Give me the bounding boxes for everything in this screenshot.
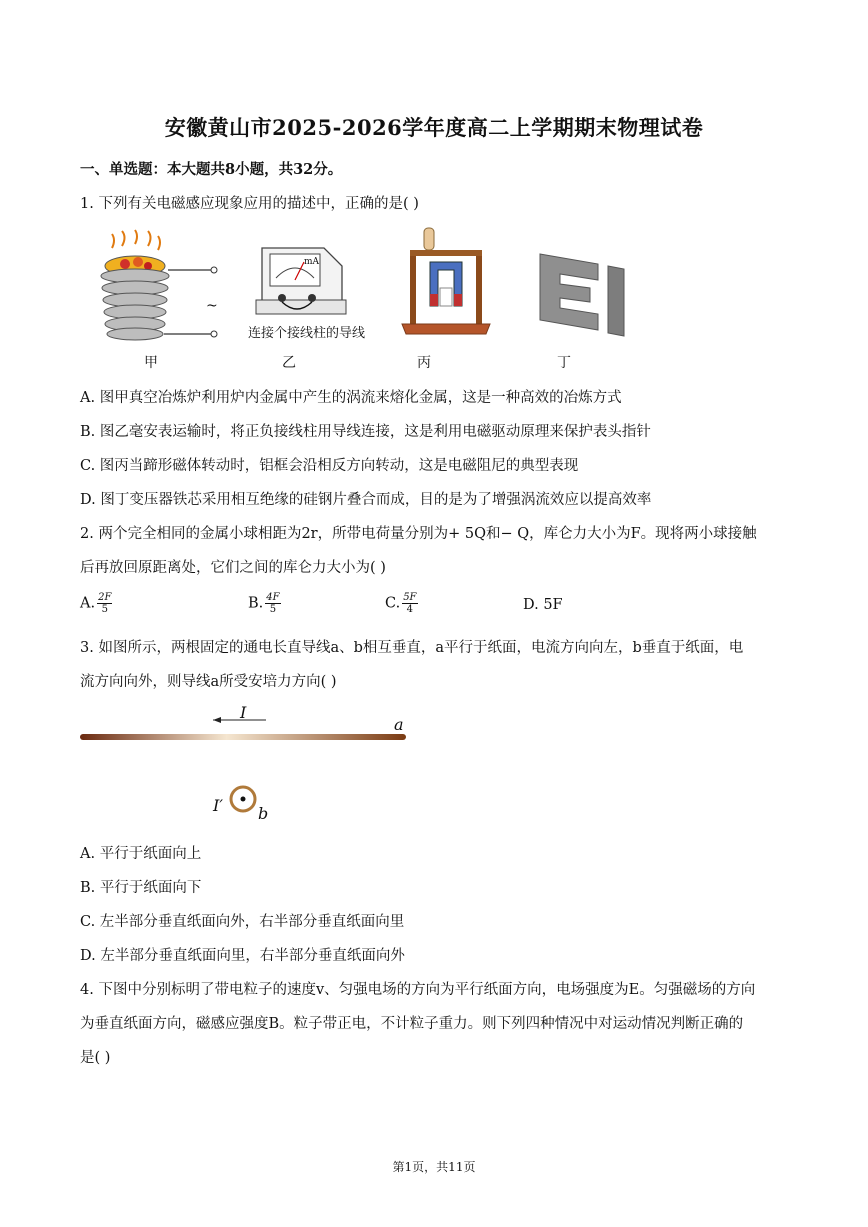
page-title: 安徽黄山市2025-2026学年度高二上学期期末物理试卷	[164, 115, 704, 140]
q2-option-a-prefix: A.	[80, 595, 96, 612]
q2-option-a	[80, 592, 112, 615]
q2-option-b-denominator: 5	[269, 604, 277, 615]
figure-jia-ac-symbol: ~	[206, 298, 218, 314]
q2-option-c-denominator: 4	[406, 604, 414, 615]
q1-option-b: B. 图乙毫安表运输时，将正负接线柱用导线连接，这是利用电磁驱动原理来保护表头指针	[80, 424, 651, 440]
figure-label-bing: 丙	[417, 355, 431, 371]
figure-jia-furnace	[90, 238, 230, 343]
question-4-line2: 为垂直纸面方向，磁感应强度B。粒子带正电，不计粒子重力。则下列四种情况中对运动情况判断正确的	[80, 1016, 744, 1032]
q3-current-b-label: I′	[213, 796, 223, 815]
meter-unit-label: mA	[304, 257, 320, 267]
question-1-stem: 1. 下列有关电磁感应现象应用的描述中，正确的是( )	[80, 196, 419, 212]
q2-option-c	[385, 592, 418, 615]
figure-yi-caption: 连接个接线柱的导线	[248, 326, 366, 341]
q1-option-d: D. 图丁变压器铁芯采用相互绝缘的硅钢片叠合而成，目的是为了增强涡流效应以提高效率	[80, 492, 652, 508]
q1-option-c: C. 图丙当蹄形磁体转动时，铝框会沿相反方向转动，这是电磁阻尼的典型表现	[80, 458, 579, 474]
q3-option-c: C. 左半部分垂直纸面向外，右半部分垂直纸面向里	[80, 914, 405, 930]
page-footer: 第1页，共11页	[392, 1160, 476, 1174]
q1-option-a: A. 图甲真空冶炼炉利用炉内金属中产生的涡流来熔化金属，这是一种高效的冶炼方式	[80, 390, 622, 406]
q2-option-c-prefix: C.	[385, 595, 401, 612]
q3-current-a-label: I	[240, 703, 247, 722]
q2-option-b	[248, 592, 281, 615]
question-4-line3: 是( )	[80, 1050, 111, 1066]
figure-bing-magnet	[400, 228, 492, 340]
q3-wire-a-label: a	[394, 715, 404, 734]
figure-ding-laminations	[520, 250, 630, 338]
q2-option-a-denominator: 5	[101, 604, 108, 615]
q3-wire-b-label: b	[258, 804, 269, 823]
q2-option-b-numerator: 4F	[266, 592, 280, 603]
q2-option-b-prefix: B.	[248, 595, 264, 612]
figure-label-jia: 甲	[144, 355, 158, 371]
figure-label-ding: 丁	[557, 355, 571, 371]
figure-label-yi: 乙	[282, 355, 296, 371]
section-heading: 一、单选题：本大题共8小题，共32分。	[80, 161, 343, 178]
question-3-line2: 流方向向外，则导线a所受安培力方向( )	[80, 674, 337, 690]
q2-option-c-numerator: 5F	[403, 592, 417, 603]
figure-yi-milliammeter	[252, 244, 352, 324]
figure-q3-wires	[78, 700, 418, 825]
question-2-line2: 后再放回原距离处，它们之间的库仑力大小为( )	[80, 560, 386, 576]
question-3-line1: 3. 如图所示，两根固定的通电长直导线a、b相互垂直，a平行于纸面，电流方向向左，b垂直于纸面，电	[80, 640, 744, 656]
q2-option-a-numerator: 2F	[98, 592, 112, 603]
q3-option-d: D. 左半部分垂直纸面向里，右半部分垂直纸面向外	[80, 948, 405, 964]
q3-option-b: B. 平行于纸面向下	[80, 880, 202, 896]
question-4-line1: 4. 下图中分别标明了带电粒子的速度v、匀强电场的方向为平行纸面方向，电场强度为E。匀强磁场的方向	[80, 982, 756, 998]
q2-option-d: D. 5F	[523, 597, 563, 613]
question-2-line1: 2. 两个完全相同的金属小球相距为2r，所带电荷量分别为+ 5Q和− Q，库仑力大小为F。现将两小球接触	[80, 526, 757, 542]
q3-option-a: A. 平行于纸面向上	[80, 846, 202, 862]
